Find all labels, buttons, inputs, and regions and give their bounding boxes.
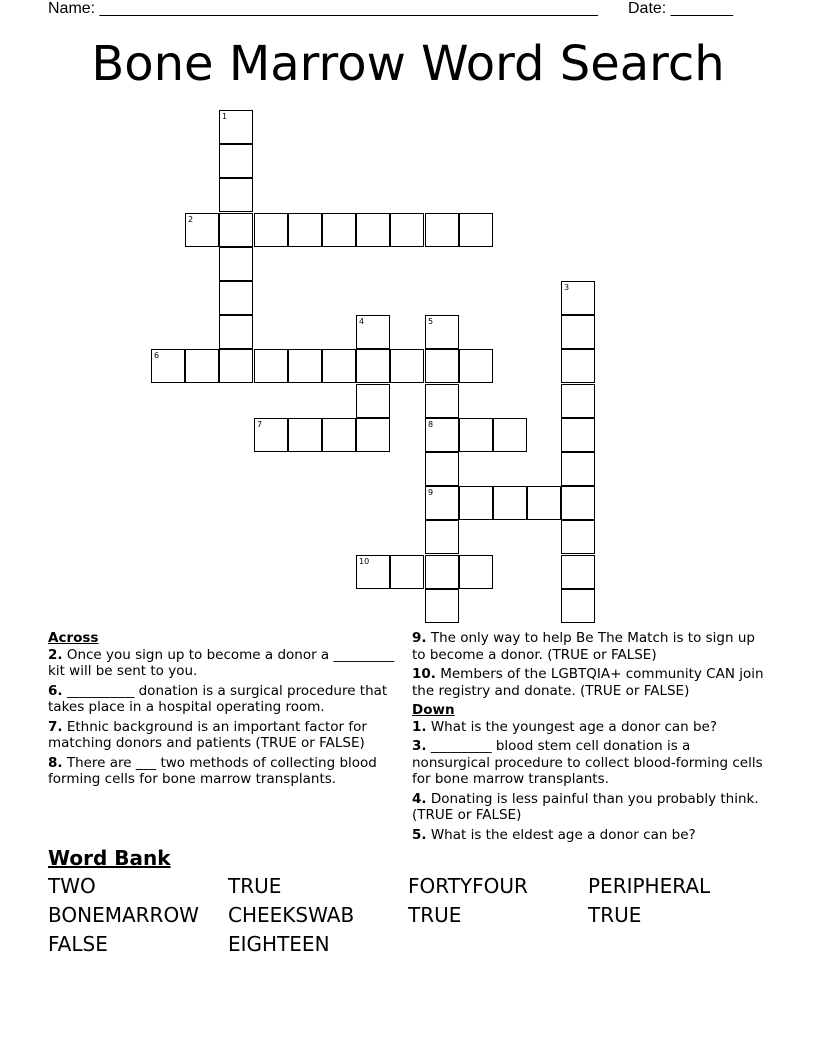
crossword-cell bbox=[219, 247, 253, 281]
crossword-cell bbox=[527, 486, 561, 520]
clue-number: 7. bbox=[48, 718, 63, 735]
cell-number: 4 bbox=[359, 317, 365, 326]
clue-number: 10. bbox=[412, 666, 436, 682]
crossword-cell bbox=[561, 281, 595, 315]
cell-number: 5 bbox=[428, 317, 434, 326]
crossword-cell bbox=[425, 315, 459, 349]
crossword-cell bbox=[493, 418, 527, 452]
crossword-cell bbox=[459, 213, 493, 247]
cell-number: 7 bbox=[257, 420, 263, 429]
clue-text: Donating is less painful than you probably think. (TRUE or FALSE) bbox=[412, 790, 759, 823]
clue-number: 5. bbox=[412, 826, 427, 843]
clue-down-4 bbox=[412, 791, 772, 824]
crossword-cell bbox=[425, 349, 459, 383]
clue-number: 3. bbox=[412, 738, 427, 754]
cell-number: 6 bbox=[154, 351, 160, 360]
clue-text: What is the eldest age a donor can be? bbox=[426, 826, 696, 843]
crossword-cell bbox=[219, 281, 253, 315]
crossword-cell bbox=[425, 555, 459, 589]
cell-number: 1 bbox=[222, 112, 228, 121]
clue-text: __________ donation is a surgical procedure that takes place in a hospital operating room. bbox=[48, 682, 388, 715]
clue-text: The only way to help Be The Match is to sign up to become a donor. (TRUE or FALSE) bbox=[412, 630, 755, 663]
crossword-cell bbox=[356, 213, 390, 247]
cell-number: 8 bbox=[428, 420, 434, 429]
crossword-cell bbox=[425, 589, 459, 623]
crossword-cell bbox=[356, 349, 390, 383]
crossword-cell bbox=[219, 110, 253, 144]
crossword-cell bbox=[288, 418, 322, 452]
word-bank-item: FALSE bbox=[48, 932, 108, 956]
crossword-cell bbox=[219, 178, 253, 212]
crossword-cell bbox=[425, 384, 459, 418]
clues-column-left bbox=[48, 630, 408, 791]
crossword-cell bbox=[219, 144, 253, 178]
crossword-cell bbox=[561, 384, 595, 418]
clue-across-6 bbox=[48, 683, 408, 716]
crossword-cell bbox=[254, 349, 288, 383]
clue-number: 8. bbox=[48, 754, 63, 771]
crossword-cell bbox=[561, 555, 595, 589]
crossword-cell bbox=[219, 213, 253, 247]
clue-text: Ethnic background is an important factor for matching donors and patients (TRUE or FALSE) bbox=[48, 718, 367, 751]
clue-number: 4. bbox=[412, 790, 427, 807]
word-bank-item: CHEEKSWAB bbox=[228, 903, 355, 927]
clue-text: Once you sign up to become a donor a _________ kit will be sent to you. bbox=[48, 646, 395, 679]
clue-number: 1. bbox=[412, 718, 427, 735]
crossword-cell bbox=[288, 213, 322, 247]
cell-number: 9 bbox=[428, 488, 434, 497]
crossword-cell bbox=[459, 486, 493, 520]
clue-across-9 bbox=[412, 630, 772, 663]
clues-column-right bbox=[412, 630, 772, 846]
word-bank-item: PERIPHERAL bbox=[588, 874, 711, 898]
word-bank-item: TRUE bbox=[588, 903, 642, 927]
crossword-cell bbox=[185, 349, 219, 383]
crossword-cell bbox=[561, 589, 595, 623]
crossword-cell bbox=[425, 452, 459, 486]
crossword-cell bbox=[151, 349, 185, 383]
clue-across-8 bbox=[48, 755, 408, 788]
clue-text: _________ blood stem cell donation is a nonsurgical procedure to collect blood-forming cells for bone marrow transplants. bbox=[412, 738, 763, 787]
crossword-cell bbox=[185, 213, 219, 247]
word-bank-item: TWO bbox=[48, 874, 96, 898]
crossword-cell bbox=[425, 213, 459, 247]
crossword-cell bbox=[425, 520, 459, 554]
word-bank-item: FORTYFOUR bbox=[408, 874, 528, 898]
crossword-cell bbox=[390, 555, 424, 589]
crossword-cell bbox=[219, 349, 253, 383]
clue-text: There are ___ two methods of collecting blood forming cells for bone marrow transplants. bbox=[48, 754, 377, 787]
clue-text: Members of the LGBTQIA+ community CAN join the registry and donate. (TRUE or FALSE) bbox=[412, 666, 764, 699]
crossword-cell bbox=[561, 520, 595, 554]
clue-across-7 bbox=[48, 719, 408, 752]
crossword-cell bbox=[219, 315, 253, 349]
crossword-cell bbox=[561, 452, 595, 486]
crossword-cell bbox=[288, 349, 322, 383]
clue-number: 6. bbox=[48, 682, 63, 699]
crossword-cell bbox=[322, 349, 356, 383]
crossword-cell bbox=[561, 418, 595, 452]
across-heading: Across bbox=[48, 630, 99, 646]
word-bank-item: EIGHTEEN bbox=[228, 932, 330, 956]
crossword-cell bbox=[356, 418, 390, 452]
crossword-cell bbox=[561, 349, 595, 383]
crossword-cell bbox=[390, 349, 424, 383]
crossword-cell bbox=[561, 315, 595, 349]
clue-number: 9. bbox=[412, 630, 427, 646]
cell-number: 10 bbox=[359, 557, 370, 566]
crossword-cell bbox=[356, 555, 390, 589]
clue-across-10 bbox=[412, 666, 772, 699]
page-title: Bone Marrow Word Search bbox=[91, 36, 725, 92]
crossword-cell bbox=[493, 486, 527, 520]
clue-down-5 bbox=[412, 827, 772, 844]
crossword-cell bbox=[356, 384, 390, 418]
clue-text: What is the youngest age a donor can be? bbox=[426, 718, 718, 735]
word-bank-item: TRUE bbox=[228, 874, 282, 898]
clue-across-2 bbox=[48, 647, 408, 680]
crossword-cell bbox=[254, 418, 288, 452]
clue-down-3 bbox=[412, 738, 772, 788]
clue-down-1 bbox=[412, 719, 772, 736]
word-bank-item: TRUE bbox=[408, 903, 462, 927]
down-heading: Down bbox=[412, 702, 455, 718]
crossword-cell bbox=[561, 486, 595, 520]
word-bank-item: BONEMARROW bbox=[48, 903, 199, 927]
crossword-cell bbox=[390, 213, 424, 247]
date-field: Date: _______ bbox=[628, 0, 733, 17]
word-bank-title: Word Bank bbox=[48, 846, 171, 870]
crossword-cell bbox=[425, 418, 459, 452]
crossword-cell bbox=[254, 213, 288, 247]
crossword-cell bbox=[459, 349, 493, 383]
crossword-cell bbox=[356, 315, 390, 349]
cell-number: 2 bbox=[188, 215, 194, 224]
name-field: Name: ________________________________________________________ bbox=[48, 0, 598, 17]
crossword-cell bbox=[322, 418, 356, 452]
crossword-cell bbox=[425, 486, 459, 520]
cell-number: 3 bbox=[564, 283, 570, 292]
crossword-cell bbox=[459, 418, 493, 452]
clue-number: 2. bbox=[48, 646, 63, 663]
crossword-cell bbox=[322, 213, 356, 247]
crossword-cell bbox=[459, 555, 493, 589]
